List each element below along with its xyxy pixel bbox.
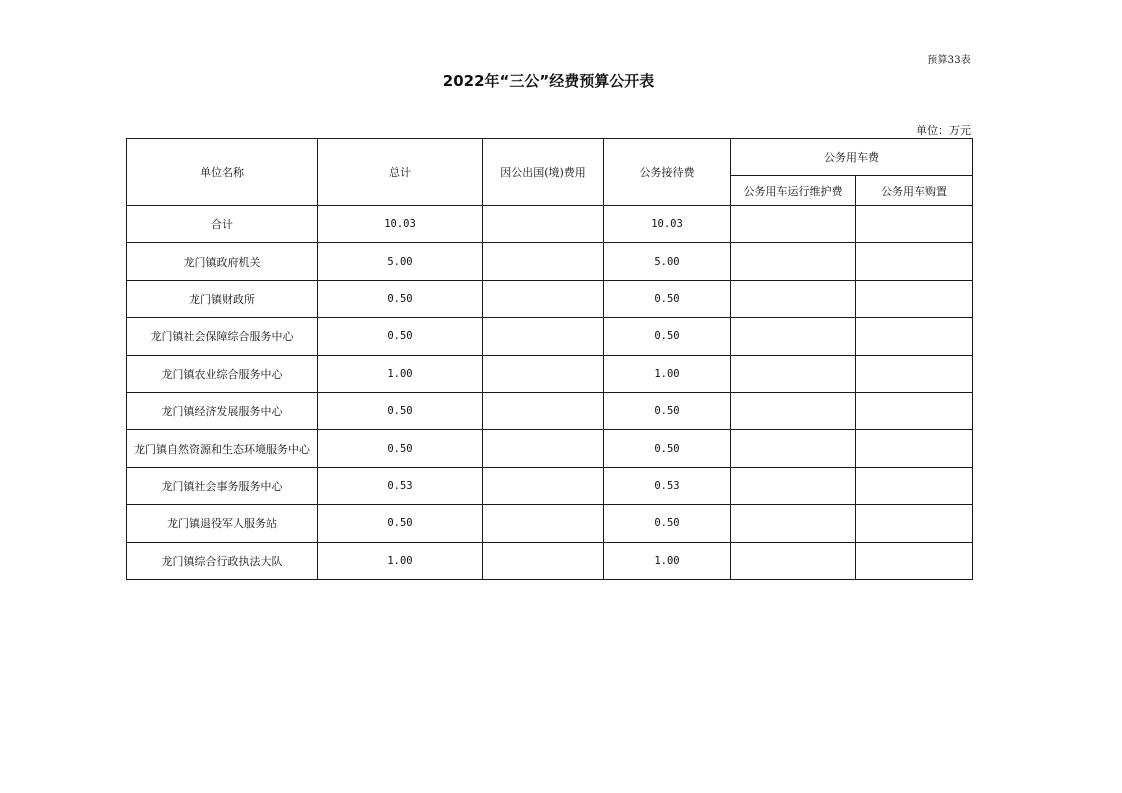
budget-table <box>126 138 973 580</box>
header-reception: 公务接待费 <box>604 139 731 206</box>
header-vehicle-maintenance: 公务用车运行维护费 <box>731 176 856 206</box>
table-row <box>127 392 973 429</box>
form-number: 预算33表 <box>927 55 971 66</box>
cell-overseas <box>483 542 604 579</box>
table-row <box>127 355 973 392</box>
cell-total: 0.50 <box>318 430 483 467</box>
cell-total: 0.50 <box>318 280 483 317</box>
cell-overseas <box>483 505 604 542</box>
cell-overseas <box>483 355 604 392</box>
cell-vehicle-maintenance <box>731 243 856 280</box>
cell-overseas <box>483 467 604 504</box>
cell-total: 1.00 <box>318 355 483 392</box>
header-unit-name: 单位名称 <box>127 139 318 206</box>
cell-overseas <box>483 280 604 317</box>
cell-overseas <box>483 318 604 355</box>
table-row <box>127 505 973 542</box>
header-vehicle: 公务用车费 <box>731 139 973 176</box>
header-total: 总计 <box>318 139 483 206</box>
cell-vehicle-purchase <box>856 505 973 542</box>
table-row <box>127 430 973 467</box>
cell-total: 0.50 <box>318 505 483 542</box>
cell-vehicle-maintenance <box>731 206 856 243</box>
header-vehicle-purchase: 公务用车购置 <box>856 176 973 206</box>
cell-overseas <box>483 392 604 429</box>
cell-unit-name: 龙门镇财政所 <box>127 280 318 317</box>
cell-vehicle-purchase <box>856 280 973 317</box>
cell-vehicle-purchase <box>856 355 973 392</box>
cell-reception: 0.50 <box>604 318 731 355</box>
cell-reception: 0.50 <box>604 392 731 429</box>
cell-reception: 0.50 <box>604 430 731 467</box>
cell-unit-name: 龙门镇经济发展服务中心 <box>127 392 318 429</box>
cell-total: 1.00 <box>318 542 483 579</box>
page-title: 2022年“三公”经费预算公开表 <box>442 72 655 90</box>
table-row <box>127 280 973 317</box>
cell-vehicle-maintenance <box>731 430 856 467</box>
cell-vehicle-maintenance <box>731 280 856 317</box>
cell-total: 5.00 <box>318 243 483 280</box>
cell-unit-name: 龙门镇退役军人服务站 <box>127 505 318 542</box>
cell-vehicle-maintenance <box>731 505 856 542</box>
cell-reception: 0.50 <box>604 505 731 542</box>
cell-vehicle-purchase <box>856 206 973 243</box>
cell-unit-name: 龙门镇社会保障综合服务中心 <box>127 318 318 355</box>
cell-vehicle-maintenance <box>731 355 856 392</box>
cell-unit-name: 合计 <box>127 206 318 243</box>
table-row <box>127 542 973 579</box>
table-row <box>127 206 973 243</box>
cell-unit-name: 龙门镇综合行政执法大队 <box>127 542 318 579</box>
cell-total: 10.03 <box>318 206 483 243</box>
cell-reception: 1.00 <box>604 542 731 579</box>
cell-total: 0.53 <box>318 467 483 504</box>
cell-overseas <box>483 206 604 243</box>
cell-overseas <box>483 243 604 280</box>
cell-unit-name: 龙门镇农业综合服务中心 <box>127 355 318 392</box>
cell-reception: 5.00 <box>604 243 731 280</box>
cell-reception: 0.50 <box>604 280 731 317</box>
cell-unit-name: 龙门镇社会事务服务中心 <box>127 467 318 504</box>
cell-vehicle-purchase <box>856 467 973 504</box>
cell-vehicle-purchase <box>856 392 973 429</box>
cell-unit-name: 龙门镇自然资源和生态环境服务中心 <box>127 430 318 467</box>
cell-vehicle-purchase <box>856 243 973 280</box>
table-row <box>127 243 973 280</box>
cell-unit-name: 龙门镇政府机关 <box>127 243 318 280</box>
cell-total: 0.50 <box>318 318 483 355</box>
cell-vehicle-maintenance <box>731 542 856 579</box>
cell-vehicle-maintenance <box>731 467 856 504</box>
cell-reception: 10.03 <box>604 206 731 243</box>
cell-total: 0.50 <box>318 392 483 429</box>
cell-vehicle-maintenance <box>731 392 856 429</box>
table-row <box>127 467 973 504</box>
header-row <box>127 139 973 176</box>
cell-vehicle-purchase <box>856 542 973 579</box>
cell-vehicle-maintenance <box>731 318 856 355</box>
cell-reception: 0.53 <box>604 467 731 504</box>
cell-vehicle-purchase <box>856 430 973 467</box>
table-row <box>127 318 973 355</box>
header-overseas: 因公出国(境)费用 <box>483 139 604 206</box>
cell-overseas <box>483 430 604 467</box>
cell-vehicle-purchase <box>856 318 973 355</box>
unit-label: 单位：万元 <box>916 124 971 137</box>
cell-reception: 1.00 <box>604 355 731 392</box>
